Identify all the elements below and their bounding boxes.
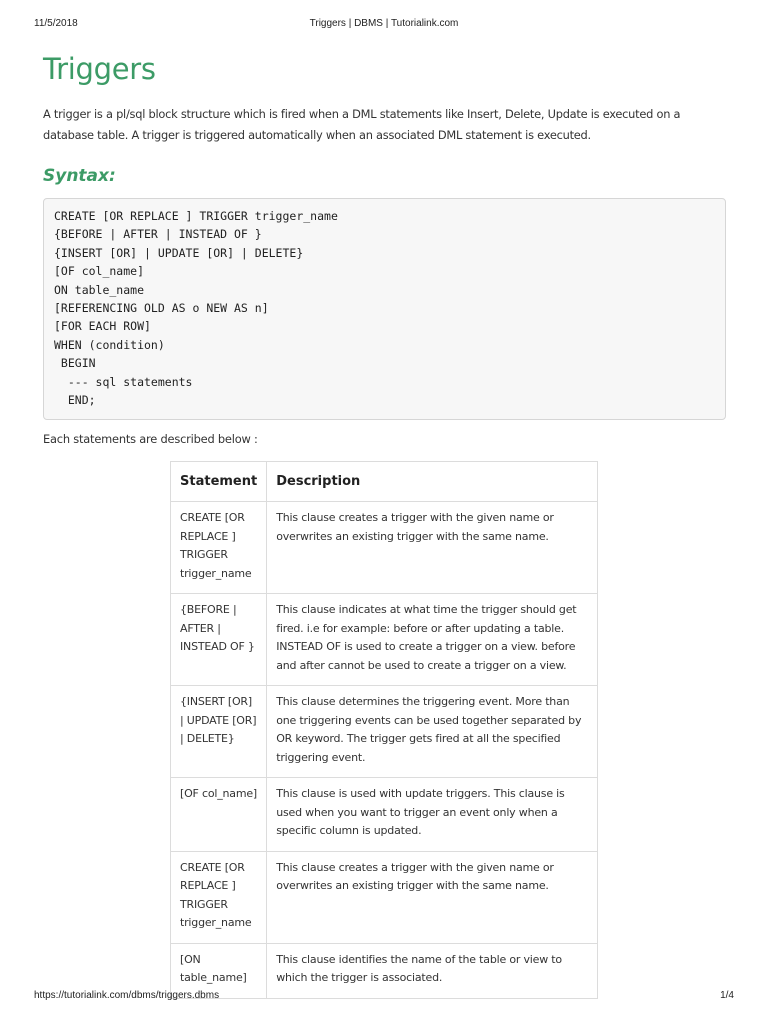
code-line: BEGIN <box>54 356 96 371</box>
code-line: --- sql statements <box>54 374 193 389</box>
statement-cell: CREATE [OR REPLACE ] TRIGGER trigger_name <box>171 851 267 943</box>
page-number: 1/4 <box>720 990 734 1001</box>
description-lead: Each statements are described below : <box>43 432 258 446</box>
description-cell: This clause identifies the name of the table or view to which the trigger is associated. <box>267 943 598 998</box>
statement-cell: [OF col_name] <box>171 778 267 852</box>
print-footer <box>34 990 734 1004</box>
syntax-code-block <box>43 198 726 420</box>
page-title: Triggers <box>43 52 156 86</box>
table-row <box>171 502 598 594</box>
statement-cell: {BEFORE | AFTER | INSTEAD OF } <box>171 594 267 686</box>
code-line: [FOR EACH ROW] <box>54 319 151 334</box>
code-line: ON table_name <box>54 282 145 297</box>
table-row <box>171 686 598 778</box>
print-header <box>34 18 734 32</box>
code-line: {INSERT [OR] | UPDATE [OR] | DELETE} <box>54 245 304 260</box>
code-line: {BEFORE | AFTER | INSTEAD OF } <box>54 227 262 242</box>
code-line: [OF col_name] <box>54 264 145 279</box>
description-cell: This clause indicates at what time the trigger should get fired. i.e for example: before or after updating a table. INSTEAD OF is used to create a trigger on a view. before and after cannot be used to create a trigger on a view. <box>267 594 598 686</box>
table-row <box>171 778 598 852</box>
description-cell: This clause determines the triggering event. More than one triggering events can be used together separated by OR keyword. The trigger gets fired at all the specified triggering event. <box>267 686 598 778</box>
table-row <box>171 851 598 943</box>
description-cell: This clause is used with update triggers. This clause is used when you want to trigger an event only when a specific column is updated. <box>267 778 598 852</box>
print-date: 11/5/2018 <box>34 18 78 29</box>
syntax-heading: Syntax: <box>43 166 116 186</box>
code-line: WHEN (condition) <box>54 337 165 352</box>
statement-cell: [ON table_name] <box>171 943 267 998</box>
table-header-row <box>171 462 598 502</box>
header-description: Description <box>267 462 598 502</box>
code-line: CREATE [OR REPLACE ] TRIGGER trigger_name <box>54 209 338 223</box>
print-page-title: Triggers | DBMS | Tutorialink.com <box>309 18 459 29</box>
description-cell: This clause creates a trigger with the given name or overwrites an existing trigger with the same name. <box>267 851 598 943</box>
page-url: https://tutorialink.com/dbms/triggers.dbms <box>34 990 220 1001</box>
intro-paragraph: A trigger is a pl/sql block structure which is fired when a DML statements like Insert, Delete, Update is executed on a database table. A trigger is triggered automatically when an associated DML statement is executed. <box>43 107 681 142</box>
statement-table <box>170 461 598 999</box>
code-line: END; <box>54 392 96 407</box>
code-line: [REFERENCING OLD AS o NEW AS n] <box>54 300 269 315</box>
statement-cell: CREATE [OR REPLACE ] TRIGGER trigger_name <box>171 502 267 594</box>
description-cell: This clause creates a trigger with the given name or overwrites an existing trigger with the same name. <box>267 502 598 594</box>
header-statement: Statement <box>171 462 267 502</box>
statement-cell: {INSERT [OR] | UPDATE [OR] | DELETE} <box>171 686 267 778</box>
table-row <box>171 594 598 686</box>
